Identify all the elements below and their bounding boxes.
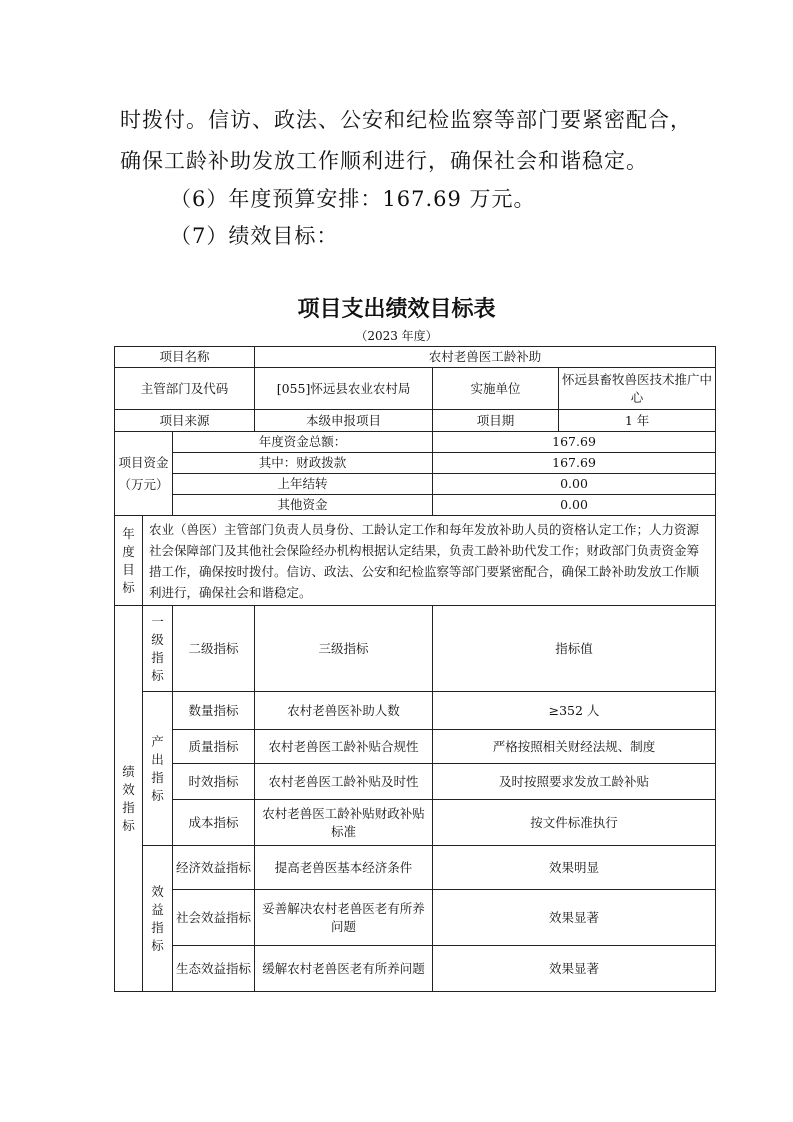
indicator-level3: 农村老兽医工龄补贴合规性 xyxy=(255,730,433,764)
source-value: 本级申报项目 xyxy=(255,410,433,432)
funds-total-label: 年度资金总额： xyxy=(173,432,433,453)
indicator-level3: 农村老兽医工龄补贴及时性 xyxy=(255,764,433,800)
indicator-level3: 妥善解决农村老兽医老有所养问题 xyxy=(255,890,433,946)
funds-label: 项目资金（万元） xyxy=(115,432,173,516)
indicator-level3: 缓解农村老兽医老有所养问题 xyxy=(255,946,433,992)
project-name-value: 农村老兽医工龄补助 xyxy=(255,347,716,368)
indicator-level2: 质量指标 xyxy=(173,730,255,764)
indicator-value: 严格按照相关财经法规、制度 xyxy=(433,730,716,764)
goal-heading: （7）绩效目标： xyxy=(170,224,339,248)
funds-fiscal-label: 其中：财政拨款 xyxy=(173,453,433,474)
indicator-value: 效果显著 xyxy=(433,946,716,992)
header-value: 指标值 xyxy=(433,606,716,692)
benefit-indicators-label: 效益指标 xyxy=(143,846,173,992)
table-title: 项目支出绩效目标表 xyxy=(297,297,496,322)
output-indicators-label: 产出指标 xyxy=(143,692,173,846)
dept-value: [055]怀远县农业农村局 xyxy=(255,368,433,410)
paragraph-line-1: 时拨付。信访、政法、公安和纪检监察等部门要紧密配合， xyxy=(120,108,692,132)
indicators-section-label: 绩效指标 xyxy=(115,606,143,992)
header-level2: 二级指标 xyxy=(173,606,255,692)
table-subtitle: （2023 年度） xyxy=(355,329,438,343)
project-name-label: 项目名称 xyxy=(115,347,255,368)
indicator-value: 按文件标准执行 xyxy=(433,800,716,846)
funds-other-label: 其他资金 xyxy=(173,495,433,516)
indicator-level3: 农村老兽医工龄补贴财政补贴标准 xyxy=(255,800,433,846)
indicator-level2: 数量指标 xyxy=(173,692,255,730)
budget-line: （6）年度预算安排：167.69 万元。 xyxy=(170,187,536,211)
header-level3: 三级指标 xyxy=(255,606,433,692)
funds-total-value: 167.69 xyxy=(433,432,716,453)
indicator-level2: 成本指标 xyxy=(173,800,255,846)
indicator-value: ≥352 人 xyxy=(433,692,716,730)
indicator-value: 效果显著 xyxy=(433,890,716,946)
indicator-level2: 经济效益指标 xyxy=(173,846,255,890)
indicator-level3: 提高老兽医基本经济条件 xyxy=(255,846,433,890)
impl-unit-value: 怀远县畜牧兽医技术推广中心 xyxy=(559,368,716,410)
funds-fiscal-value: 167.69 xyxy=(433,453,716,474)
impl-unit-label: 实施单位 xyxy=(433,368,559,410)
indicator-value: 及时按照要求发放工龄补贴 xyxy=(433,764,716,800)
header-level1: 一级指标 xyxy=(143,606,173,692)
dept-label: 主管部门及代码 xyxy=(115,368,255,410)
period-value: 1 年 xyxy=(559,410,716,432)
funds-carryover-value: 0.00 xyxy=(433,474,716,495)
annual-goal-label: 年度目标 xyxy=(115,516,143,606)
period-label: 项目期 xyxy=(433,410,559,432)
source-label: 项目来源 xyxy=(115,410,255,432)
indicator-level2: 社会效益指标 xyxy=(173,890,255,946)
performance-table xyxy=(114,346,716,992)
funds-other-value: 0.00 xyxy=(433,495,716,516)
paragraph-line-2: 确保工龄补助发放工作顺利进行，确保社会和谐稳定。 xyxy=(120,149,648,173)
indicator-level3: 农村老兽医补助人数 xyxy=(255,692,433,730)
indicator-value: 效果明显 xyxy=(433,846,716,890)
indicator-level2: 生态效益指标 xyxy=(173,946,255,992)
funds-carryover-label: 上年结转 xyxy=(173,474,433,495)
annual-goal-text: 农业（兽医）主管部门负责人员身份、工龄认定工作和每年发放补助人员的资格认定工作；人力资源社会保障部门及其他社会保险经办机构根据认定结果，负责工龄补助代发工作；财政部门负责资金筹措工作，确保按时拨付。信访、政法、公安和纪检监察等部门要紧密配合，确保工龄补助发放工作顺利进行，确保社会和谐稳定。 xyxy=(143,516,716,606)
indicator-level2: 时效指标 xyxy=(173,764,255,800)
